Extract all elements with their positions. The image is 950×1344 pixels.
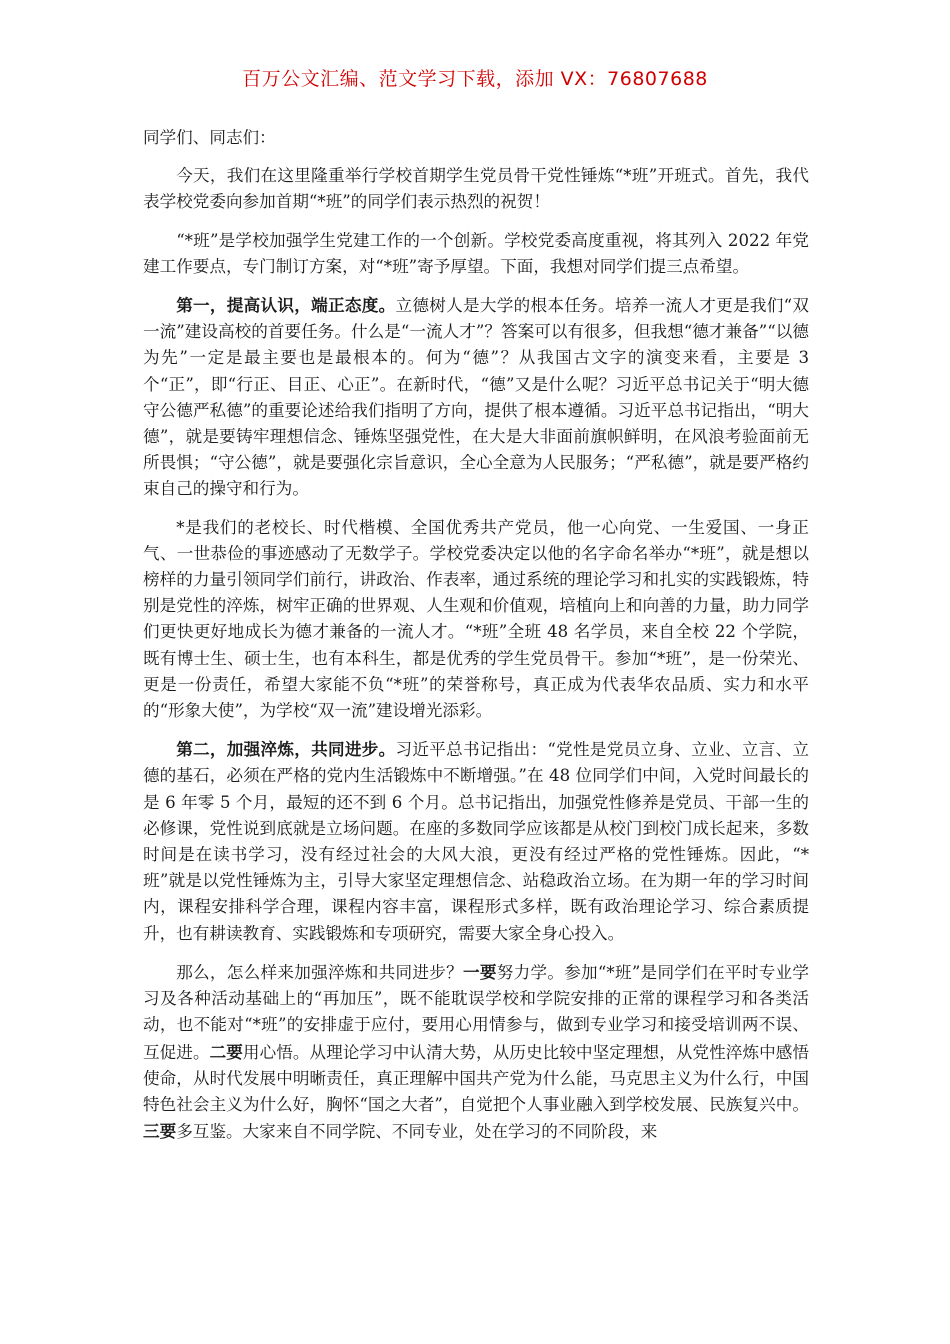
how-to-intro: 那么，怎么样来加强淬炼和共同进步？ bbox=[176, 962, 463, 982]
keyword-third: 三要 bbox=[143, 1121, 177, 1142]
paragraph-intro: “*班”是学校加强学生党建工作的一个创新。学校党委高度重视，将其列入 2022 年党建工作要点，专门制订方案，对“*班”寄予厚望。下面，我想对同学们提三点希望。 bbox=[143, 230, 809, 276]
paragraph-second-point bbox=[143, 736, 809, 947]
paragraph-first-point bbox=[143, 292, 809, 503]
paragraph-how-to bbox=[143, 959, 809, 1145]
keyword-first: 一要 bbox=[462, 961, 497, 982]
how-to-second: 用心悟。从理论学习中认清大势，从历史比较中坚定理想，从党性淬炼中感悟使命，从时代发展中明晰责任，真正理解中国共产党为什么能，马克思主义为什么行，中国特色社会主义为什么好，胸怀“国之大者”，自觉把个人事业融入到学校发展、民族复兴中。 bbox=[143, 1042, 810, 1114]
salutation: 同学们、同志们： bbox=[143, 128, 276, 147]
speech-body bbox=[143, 125, 809, 1155]
header-banner: 百万公文汇编、范文学习下载，添加 VX：76807688 bbox=[242, 68, 708, 90]
first-point-text: 立德树人是大学的根本任务。培养一流人才更是我们“双一流”建设高校的首要任务。什么是“一流人才”？答案可以有很多，但我想“德才兼备”“以德为先”一定是最主要也是最根本的。何为“德”？从我国古文字的演变来看，主要是 3 个“正”，即“行正、目正、心正”。在新时代，“德”又是什么呢？习近平总书记关于“明大德守公德严私德”的重要论述给我们指明了方向，提供了根本遵循。习近平总书记指出，“明大德”，就是要铸牢理想信念、锤炼坚强党性，在大是大非面前旗帜鲜明，在风浪考验面前无所畏惧；“守公德”，就是要强化宗旨意识，全心全意为人民服务；“严私德”，就是要严格约束自己的操守和行为。 bbox=[143, 296, 809, 499]
paragraph-role-model: *是我们的老校长、时代楷模、全国优秀共产党员，他一心向党、一生爱国、一身正气、一世恭俭的事迹感动了无数学子。学校党委决定以他的名字命名举办“*班”，就是想以榜样的力量引领同学们前行，讲政治、作表率，通过系统的理论学习和扎实的实践锻炼，特别是党性的淬炼，树牢正确的世界观、人生观和价值观，培植向上和向善的力量，助力同学们更快更好地成长为德才兼备的一流人才。“*班”全班 48 名学员，来自全校 22 个学院，既有博士生、硕士生，也有本科生，都是优秀的学生党员骨干。参加“*班”，是一份荣光、更是一份责任，希望大家能不负“*班”的荣誉称号，真正成为代表华农品质、实力和水平的“形象大使”，为学校“双一流”建设增光添彩。 bbox=[143, 517, 809, 721]
how-to-first: 努力学。参加“*班”是同学们在平时专业学习及各种活动基础上的“再加压”，既不能耽误学校和学院安排的正常的课程学习和各类活动，也不能对“*班”的安排虚于应付，要用心用情参与，做到专业学习和接受培训两不误、互促进。 bbox=[143, 962, 810, 1062]
second-point-text: 习近平总书记指出：“党性是党员立身、立业、立言、立德的基石，必须在严格的党内生活锻炼中不断增强。”在 48 位同学们中间，入党时间最长的是 6 年零 5 个月，最短的还不到 6 个月。总书记指出，加强党性修养是党员、干部一生的必修课，党性说到底就是立场问题。在座的多数同学应该都是从校门到校门成长起来，多数时间是在读书学习，没有经过社会的大风大浪，更没有经过严格的党性锤炼。因此，“*班”就是以党性锤炼为主，引导大家坚定理想信念、站稳政治立场。在为期一年的学习时间内，课程安排科学合理，课程内容丰富，课程形式多样，既有政治理论学习、综合素质提升，也有耕读教育、实践锻炼和专项研究，需要大家全身心投入。 bbox=[143, 740, 809, 943]
keyword-second: 二要 bbox=[209, 1041, 243, 1062]
second-point-heading: 第二，加强淬炼，共同进步。 bbox=[176, 739, 396, 760]
paragraph-opening: 今天，我们在这里隆重举行学校首期学生党员骨干党性锤炼“*班”开班式。首先，我代表学校党委向参加首期“*班”的同学们表示热烈的祝贺！ bbox=[143, 166, 809, 212]
first-point-heading: 第一，提高认识，端正态度。 bbox=[176, 295, 396, 316]
how-to-third: 多互鉴。大家来自不同学院、不同专业，处在学习的不同阶段，来 bbox=[176, 1122, 658, 1142]
